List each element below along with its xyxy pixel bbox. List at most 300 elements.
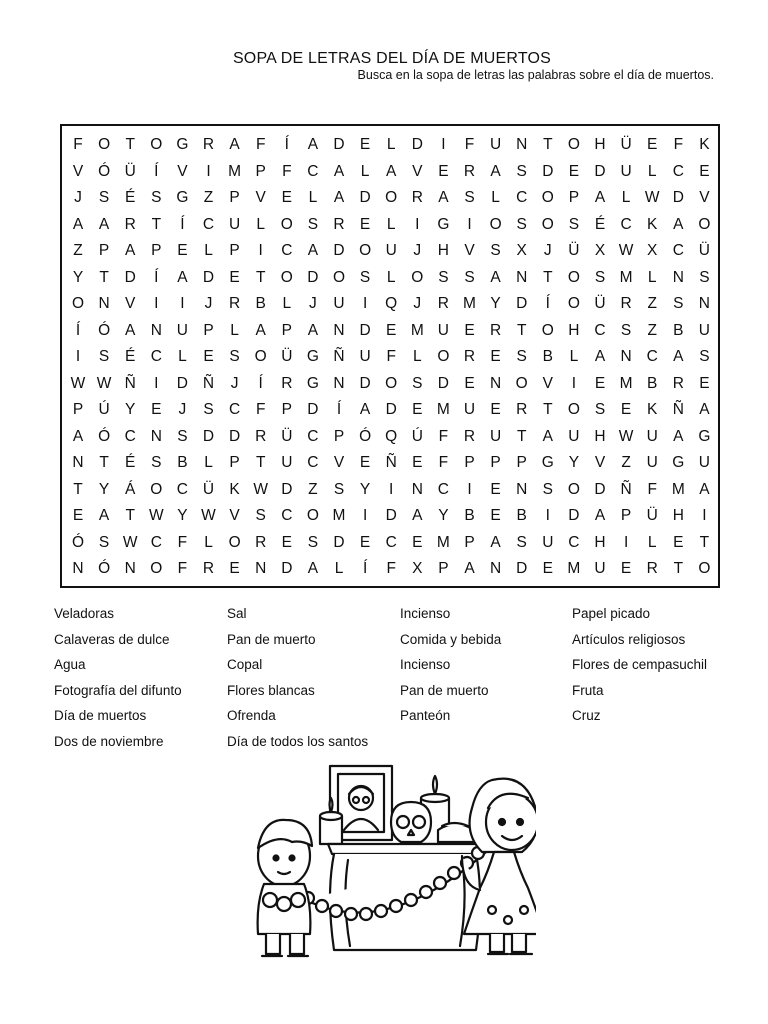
grid-letter: G — [306, 348, 319, 365]
grid-letter: L — [386, 268, 396, 286]
grid-letter: C — [437, 480, 449, 498]
grid-letter: T — [125, 507, 135, 524]
grid-letter: L — [334, 560, 344, 577]
grid-letter: L — [204, 533, 213, 551]
grid-letter: E — [412, 401, 423, 418]
grid-letter: Y — [490, 295, 501, 312]
grid-letter: P — [516, 454, 527, 471]
grid-letter: P — [255, 162, 266, 180]
grid-letter: D — [385, 401, 397, 418]
grid-letter: O — [150, 136, 163, 153]
grid-letter: E — [281, 533, 292, 551]
grid-letter: A — [699, 401, 710, 418]
grid-row — [62, 477, 718, 503]
grid-letter: Ó — [359, 427, 372, 445]
grid-letter: I — [702, 507, 707, 524]
word-list-item: Ofrenda — [227, 708, 276, 723]
grid-letter: O — [567, 295, 580, 312]
grid-letter: X — [412, 560, 423, 577]
grid-letter: O — [332, 268, 346, 286]
grid-letter: O — [228, 533, 241, 551]
grid-letter: E — [386, 321, 397, 339]
grid-letter: D — [124, 268, 136, 286]
grid-letter: G — [176, 136, 189, 153]
grid-letter: B — [647, 374, 658, 392]
grid-letter: D — [333, 136, 345, 153]
grid-letter: K — [229, 480, 240, 498]
grid-letter: A — [177, 268, 188, 286]
grid-letter: O — [567, 480, 580, 498]
grid-letter: S — [516, 348, 527, 365]
grid-letter: E — [620, 401, 632, 418]
grid-letter: C — [646, 348, 658, 365]
grid-letter: B — [177, 454, 188, 471]
grid-letter: T — [99, 268, 109, 286]
grid-letter: E — [203, 348, 214, 365]
grid-letter: U — [437, 321, 449, 339]
grid-letter: N — [124, 560, 136, 577]
boy-icon — [258, 820, 312, 956]
grid-letter: E — [464, 321, 475, 339]
grid-letter: K — [647, 215, 658, 233]
grid-letter: L — [412, 348, 422, 365]
grid-letter: I — [362, 507, 368, 524]
grid-letter: B — [464, 507, 475, 524]
grid-letter: É — [125, 348, 136, 365]
grid-letter: C — [202, 215, 215, 233]
grid-letter: W — [122, 533, 138, 551]
grid-letter: A — [72, 427, 84, 445]
grid-letter: Ú — [411, 427, 423, 445]
grid-letter: S — [490, 242, 501, 259]
grid-letter: O — [515, 374, 528, 392]
grid-letter: S — [699, 348, 710, 365]
grid-letter: M — [567, 560, 581, 577]
word-list-item: Artículos religiosos — [572, 631, 686, 647]
grid-letter: A — [125, 321, 136, 339]
grid-letter: L — [204, 454, 213, 471]
grid-letter: E — [699, 374, 710, 392]
grid-letter: S — [699, 268, 710, 286]
grid-letter: V — [412, 162, 423, 180]
grid-letter: F — [73, 136, 83, 153]
grid-letter: O — [489, 215, 502, 233]
grid-letter: A — [359, 401, 371, 418]
grid-letter: C — [176, 480, 188, 498]
grid-letter: T — [255, 268, 266, 286]
grid-letter: V — [333, 454, 345, 471]
grid-row — [62, 291, 718, 317]
grid-letter: Í — [154, 162, 159, 180]
grid-letter: Z — [203, 189, 214, 206]
grid-letter: R — [463, 162, 476, 180]
grid-letter: V — [125, 295, 136, 312]
grid-letter: R — [516, 401, 528, 418]
grid-row — [62, 503, 718, 529]
grid-letter: D — [202, 268, 215, 286]
grid-letter: Y — [438, 507, 449, 524]
grid-letter: O — [567, 136, 580, 153]
grid-letter: A — [673, 348, 684, 365]
grid-letter: O — [150, 480, 163, 498]
grid-letter: D — [359, 374, 371, 392]
grid-letter: U — [281, 454, 293, 471]
grid-letter: P — [333, 427, 345, 445]
grid-letter: Y — [177, 507, 188, 524]
grid-letter: A — [542, 427, 553, 445]
grid-letter: Z — [308, 480, 318, 498]
grid-letter: G — [541, 454, 554, 471]
grid-letter: Ü — [698, 242, 710, 259]
grid-letter: R — [463, 427, 476, 445]
grid-letter: N — [672, 268, 684, 286]
grid-letter: A — [98, 215, 110, 233]
word-list-item: Día de muertos — [54, 708, 147, 723]
word-list-item: Dos de noviembre — [54, 733, 164, 749]
grid-letter: I — [467, 480, 472, 498]
grid-letter: A — [594, 348, 606, 365]
grid-row — [62, 424, 718, 450]
grid-letter: Z — [647, 321, 657, 339]
grid-letter: T — [73, 480, 83, 498]
grid-letter: F — [386, 348, 396, 365]
grid-letter: D — [516, 295, 528, 312]
grid-letter: O — [541, 321, 554, 339]
grid-letter: T — [543, 401, 553, 418]
grid-letter: A — [490, 268, 501, 286]
grid-letter: S — [438, 268, 449, 286]
grid-letter: O — [98, 136, 111, 153]
grid-letter: Ü — [568, 242, 580, 259]
grid-letter: C — [281, 242, 293, 259]
grid-letter: R — [333, 215, 345, 233]
grid-letter: F — [255, 401, 266, 418]
grid-letter: T — [699, 533, 710, 551]
word-list-item: Flores de cempasuchil — [572, 657, 708, 672]
grid-letter: V — [229, 507, 240, 524]
grid-letter: E — [490, 480, 501, 498]
grid-letter: D — [176, 374, 188, 392]
grid-letter: Í — [336, 401, 342, 418]
grid-letter: H — [594, 427, 606, 445]
grid-letter: A — [307, 560, 319, 577]
grid-letter: E — [412, 454, 423, 471]
grid-letter: E — [594, 374, 606, 392]
grid-letter: R — [489, 321, 502, 339]
grid-letter: D — [333, 242, 345, 259]
word-list-item: Pan de muerto — [400, 682, 489, 698]
grid-letter: A — [412, 507, 423, 524]
grid-letter: S — [229, 348, 240, 365]
grid-letter: R — [672, 374, 684, 392]
grid-letter: C — [620, 215, 632, 233]
grid-letter: Ñ — [124, 374, 136, 392]
grid-letter: A — [438, 189, 449, 206]
grid-letter: R — [646, 560, 658, 577]
grid-letter: G — [698, 427, 711, 445]
grid-letter: N — [72, 454, 84, 471]
grid-letter: D — [594, 480, 606, 498]
grid-letter: E — [229, 268, 240, 286]
grid-letter: A — [673, 215, 684, 233]
grid-letter: F — [386, 560, 396, 577]
word-list-item: Papel picado — [572, 606, 651, 621]
grid-letter: H — [594, 533, 606, 551]
grid-letter: J — [413, 295, 422, 312]
word-list-item: Fotografía del difunto — [54, 682, 182, 698]
grid-letter: C — [150, 348, 162, 365]
grid-letter: A — [333, 189, 345, 206]
grid-letter: E — [412, 533, 423, 551]
grid-letter: P — [568, 189, 580, 206]
grid-letter: A — [594, 189, 606, 206]
grid-letter: V — [699, 189, 710, 206]
grid-letter: M — [410, 321, 424, 339]
grid-letter: V — [177, 162, 188, 180]
grid-letter: E — [647, 136, 658, 153]
grid-letter: L — [647, 162, 657, 180]
grid-letter: S — [542, 480, 553, 498]
grid-letter: A — [490, 162, 501, 180]
grid-letter: R — [202, 560, 215, 577]
grid-letter: I — [75, 348, 81, 365]
grid-letter: M — [671, 480, 685, 498]
grid-letter: Y — [72, 268, 84, 286]
word-list-item: Incienso — [400, 606, 451, 621]
grid-letter: S — [620, 321, 632, 339]
grid-letter: I — [180, 295, 185, 312]
grid-letter: V — [594, 454, 606, 471]
grid-letter: E — [490, 401, 501, 418]
grid-letter: É — [125, 454, 136, 471]
grid-letter: A — [386, 162, 397, 180]
grid-letter: U — [176, 321, 188, 339]
grid-letter: F — [255, 136, 266, 153]
grid-letter: Ü — [594, 295, 606, 312]
grid-letter: C — [385, 533, 397, 551]
grid-letter: S — [516, 162, 527, 180]
grid-letter: Ü — [620, 136, 632, 153]
grid-letter: O — [541, 189, 554, 206]
grid-letter: F — [282, 162, 292, 180]
grid-letter: H — [594, 136, 606, 153]
grid-letter: A — [307, 136, 319, 153]
grid-letter: A — [72, 215, 84, 233]
grid-row — [62, 159, 718, 185]
grid-letter: C — [516, 189, 528, 206]
grid-row — [62, 371, 718, 397]
grid-letter: C — [307, 162, 319, 180]
grid-letter: Ñ — [202, 374, 215, 392]
grid-letter: U — [698, 321, 710, 339]
grid-letter: D — [359, 321, 371, 339]
grid-letter: W — [148, 507, 164, 524]
grid-letter: R — [281, 374, 293, 392]
grid-letter: B — [516, 507, 527, 524]
grid-letter: L — [204, 242, 213, 259]
grid-letter: P — [229, 189, 240, 206]
grid-letter: Á — [125, 480, 136, 498]
grid-letter: W — [201, 507, 216, 524]
grid-letter: U — [568, 427, 580, 445]
grid-letter: L — [256, 215, 265, 233]
grid-letter: Ü — [646, 507, 658, 524]
grid-letter: Ñ — [672, 401, 684, 418]
grid-letter: C — [307, 427, 319, 445]
grid-letter: S — [98, 533, 110, 551]
grid-letter: R — [411, 189, 423, 206]
grid-letter: E — [568, 162, 580, 180]
grid-letter: O — [280, 268, 293, 286]
grid-letter: F — [177, 533, 188, 551]
grid-letter: I — [545, 507, 550, 524]
grid-letter: Z — [647, 295, 657, 312]
grid-letter: H — [672, 507, 684, 524]
grid-letter: R — [255, 427, 267, 445]
grid-letter: T — [543, 136, 553, 153]
grid-letter: I — [571, 374, 577, 392]
grid-letter: I — [623, 533, 629, 551]
grid-letter: P — [620, 507, 632, 524]
grid-letter: D — [202, 427, 215, 445]
grid-letter: J — [74, 189, 82, 206]
grid-letter: T — [543, 268, 553, 286]
grid-letter: E — [281, 189, 292, 206]
grid-letter: H — [437, 242, 449, 259]
grid-letter: D — [516, 560, 528, 577]
grid-letter: Z — [73, 242, 83, 259]
grid-letter: U — [542, 533, 554, 551]
grid-letter: F — [673, 136, 684, 153]
grid-letter: M — [436, 533, 450, 551]
grid-letter: L — [647, 268, 657, 286]
grid-letter: P — [98, 242, 110, 259]
grid-letter: I — [362, 295, 368, 312]
grid-letter: C — [672, 242, 684, 259]
grid-letter: P — [464, 533, 475, 551]
grid-letter: J — [204, 295, 213, 312]
grid-letter: X — [594, 242, 606, 259]
grid-letter: A — [490, 533, 501, 551]
grid-letter: D — [281, 560, 293, 577]
grid-letter: L — [491, 189, 500, 206]
grid-letter: A — [307, 242, 319, 259]
grid-letter: L — [647, 533, 657, 551]
grid-letter: W — [618, 427, 634, 445]
grid-letter: N — [516, 268, 528, 286]
grid-letter: S — [98, 189, 110, 206]
sugar-skull-icon — [391, 802, 431, 842]
grid-letter: R — [437, 295, 449, 312]
grid-letter: A — [699, 480, 710, 498]
grid-letter: O — [359, 242, 372, 259]
grid-letter: Y — [98, 480, 110, 498]
grid-letter: U — [359, 348, 371, 365]
grid-letter: Í — [75, 321, 81, 339]
grid-letter: J — [230, 374, 239, 392]
grid-letter: Y — [359, 480, 371, 498]
grid-letter: Í — [284, 136, 289, 153]
grid-letter: C — [124, 427, 136, 445]
word-list-item: Comida y bebida — [400, 631, 502, 647]
grid-letter: W — [618, 242, 634, 259]
grid-letter: D — [228, 427, 241, 445]
grid-letter: P — [151, 242, 162, 259]
grid-letter: V — [464, 242, 475, 259]
grid-letter: E — [490, 348, 501, 365]
grid-letter: B — [673, 321, 684, 339]
grid-letter: U — [594, 560, 606, 577]
grid-letter: B — [255, 295, 266, 312]
grid-letter: L — [621, 189, 631, 206]
grid-letter: H — [568, 321, 580, 339]
grid-letter: C — [672, 162, 684, 180]
grid-letter: Ü — [202, 480, 215, 498]
grid-letter: C — [568, 533, 580, 551]
grid-letter: Ó — [98, 427, 111, 445]
grid-letter: J — [543, 242, 552, 259]
grid-letter: O — [306, 507, 319, 524]
grid-letter: Ü — [124, 162, 136, 180]
grid-letter: Y — [125, 401, 136, 418]
grid-letter: G — [437, 215, 450, 233]
grid-letter: L — [178, 348, 187, 365]
grid-row — [62, 397, 718, 423]
grid-letter: U — [463, 401, 476, 418]
grid-letter: C — [228, 401, 241, 418]
grid-letter: O — [411, 268, 424, 286]
page-title — [0, 50, 768, 68]
grid-letter: I — [415, 215, 420, 233]
grid-letter: P — [464, 454, 475, 471]
grid-letter: D — [333, 533, 345, 551]
grid-letter: Í — [362, 560, 368, 577]
grid-letter: E — [229, 560, 240, 577]
grid-letter: R — [463, 348, 476, 365]
grid-letter: N — [489, 374, 502, 392]
grid-letter: S — [568, 215, 580, 233]
grid-letter: Í — [258, 374, 263, 392]
grid-letter: O — [385, 189, 398, 206]
grid-letter: A — [333, 162, 345, 180]
grid-letter: P — [229, 454, 240, 471]
grid-letter: S — [464, 189, 475, 206]
grid-letter: K — [647, 401, 658, 418]
grid-letter: Ñ — [620, 480, 632, 498]
grid-letter: D — [437, 374, 449, 392]
grid-letter: V — [255, 189, 266, 206]
grid-letter: R — [620, 295, 632, 312]
word-list-item: Veladoras — [54, 606, 115, 621]
grid-letter: G — [176, 189, 189, 206]
grid-letter: R — [202, 136, 215, 153]
grid-letter: S — [594, 268, 606, 286]
grid-letter: C — [307, 454, 319, 471]
grid-letter: Y — [568, 454, 580, 471]
grid-letter: O — [567, 401, 580, 418]
grid-letter: A — [673, 427, 684, 445]
grid-letter: T — [255, 454, 266, 471]
grid-letter: I — [467, 215, 472, 233]
grid-letter: Ü — [281, 348, 293, 365]
grid-letter: I — [154, 374, 159, 392]
grid-letter: I — [258, 242, 263, 259]
grid-letter: L — [569, 348, 579, 365]
word-list-item: Incienso — [400, 657, 451, 672]
word-list-item: Flores blancas — [227, 682, 315, 698]
grid-letter: U — [646, 454, 658, 471]
grid-letter: M — [332, 507, 346, 524]
